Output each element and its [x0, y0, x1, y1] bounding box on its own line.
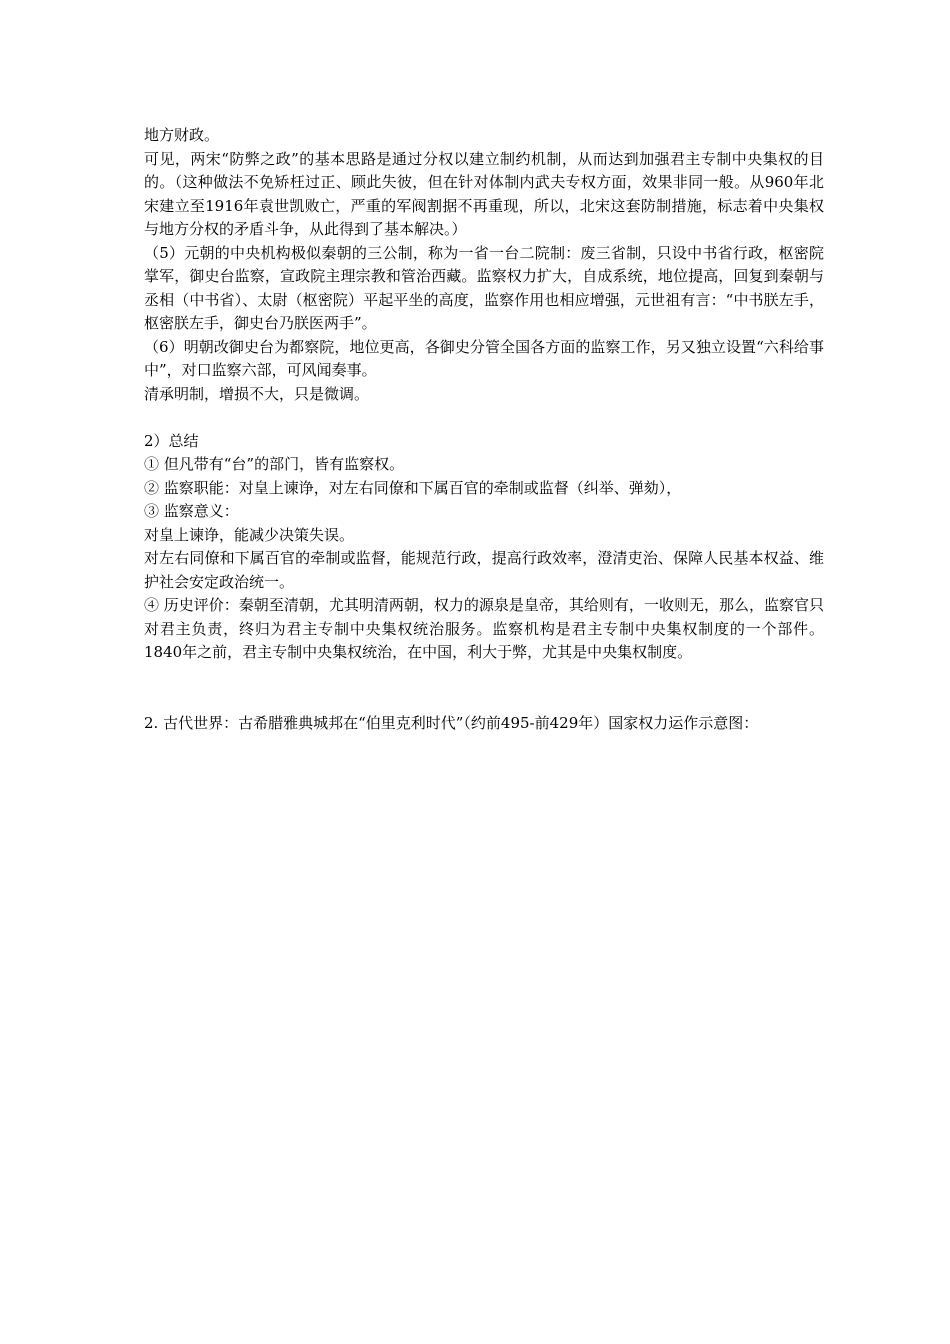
section-two-heading: 2. 古代世界：古希腊雅典城邦在“伯里克利时代”（约前495-前429年）国家权力运作示意图： — [144, 713, 759, 732]
paragraph-qing-dynasty: 清承明制，增损不大，只是微调。 — [144, 384, 370, 403]
summary-item-4: ④ 历史评价：秦朝至清朝，尤其明清两朝，权力的源泉是皇帝，其给则有，一收则无，那么，监察官只对君主负责，终归为君主专制中央集权统治服务。监察机构是君主专制中央集权制度的一个部件。1840年之前，君主专制中央集权统治，在中国，利大于弊，尤其是中央集权制度。 — [144, 596, 824, 661]
spacer — [144, 406, 824, 430]
paragraph-song-conclusion: 可见，两宋“防弊之政”的基本思路是通过分权以建立制约机制，从而达到加强君主专制中央集权的目的。（这种做法不免矫枉过正、顾此失彼，但在针对体制内武夫专权方面，效果非同一般。从960年北宋建立至1916年袁世凯败亡，严重的军阀割据不再重现，所以，北宋这套防制措施，标志着中央集权与地方分权的矛盾斗争，从此得到了基本解决。） — [144, 149, 824, 238]
paragraph-yuan-dynasty: （5）元朝的中央机构极似秦朝的三公制，称为一省一台二院制：废三省制，只设中书省行政，枢密院掌军，御史台监察，宣政院主理宗教和管治西藏。监察权力扩大，自成系统，地位提高，回复到秦朝与丞相（中书省）、太尉（枢密院）平起平坐的高度，监察作用也相应增强，元世祖有言：“中书朕左手，枢密朕左手，御史台乃朕医两手”。 — [144, 243, 824, 332]
summary-item-2: ② 监察职能：对皇上谏诤，对左右同僚和下属百官的牵制或监督（纠举、弹劾）， — [144, 478, 682, 497]
summary-item-3b: 对左右同僚和下属百官的牵制或监督，能规范行政，提高行政效率，澄清吏治、保障人民基本权益、维护社会安定政治统一。 — [144, 549, 824, 591]
paragraph-ming-dynasty: （6）明朝改御史台为都察院，地位更高，各御史分管全国各方面的监察工作，另又独立设置“六科给事中”，对口监察六部，可风闻奏事。 — [144, 337, 824, 379]
summary-item-3a: 对皇上谏诤，能减少决策失误。 — [144, 525, 355, 544]
summary-heading: 2）总结 — [144, 431, 199, 450]
summary-item-1: ① 但凡带有“台”的部门，皆有监察权。 — [144, 455, 405, 473]
spacer — [144, 665, 824, 712]
document-body — [144, 124, 824, 735]
paragraph-local-finance: 地方财政。 — [144, 126, 220, 144]
summary-item-3: ③ 监察意义： — [144, 502, 239, 520]
